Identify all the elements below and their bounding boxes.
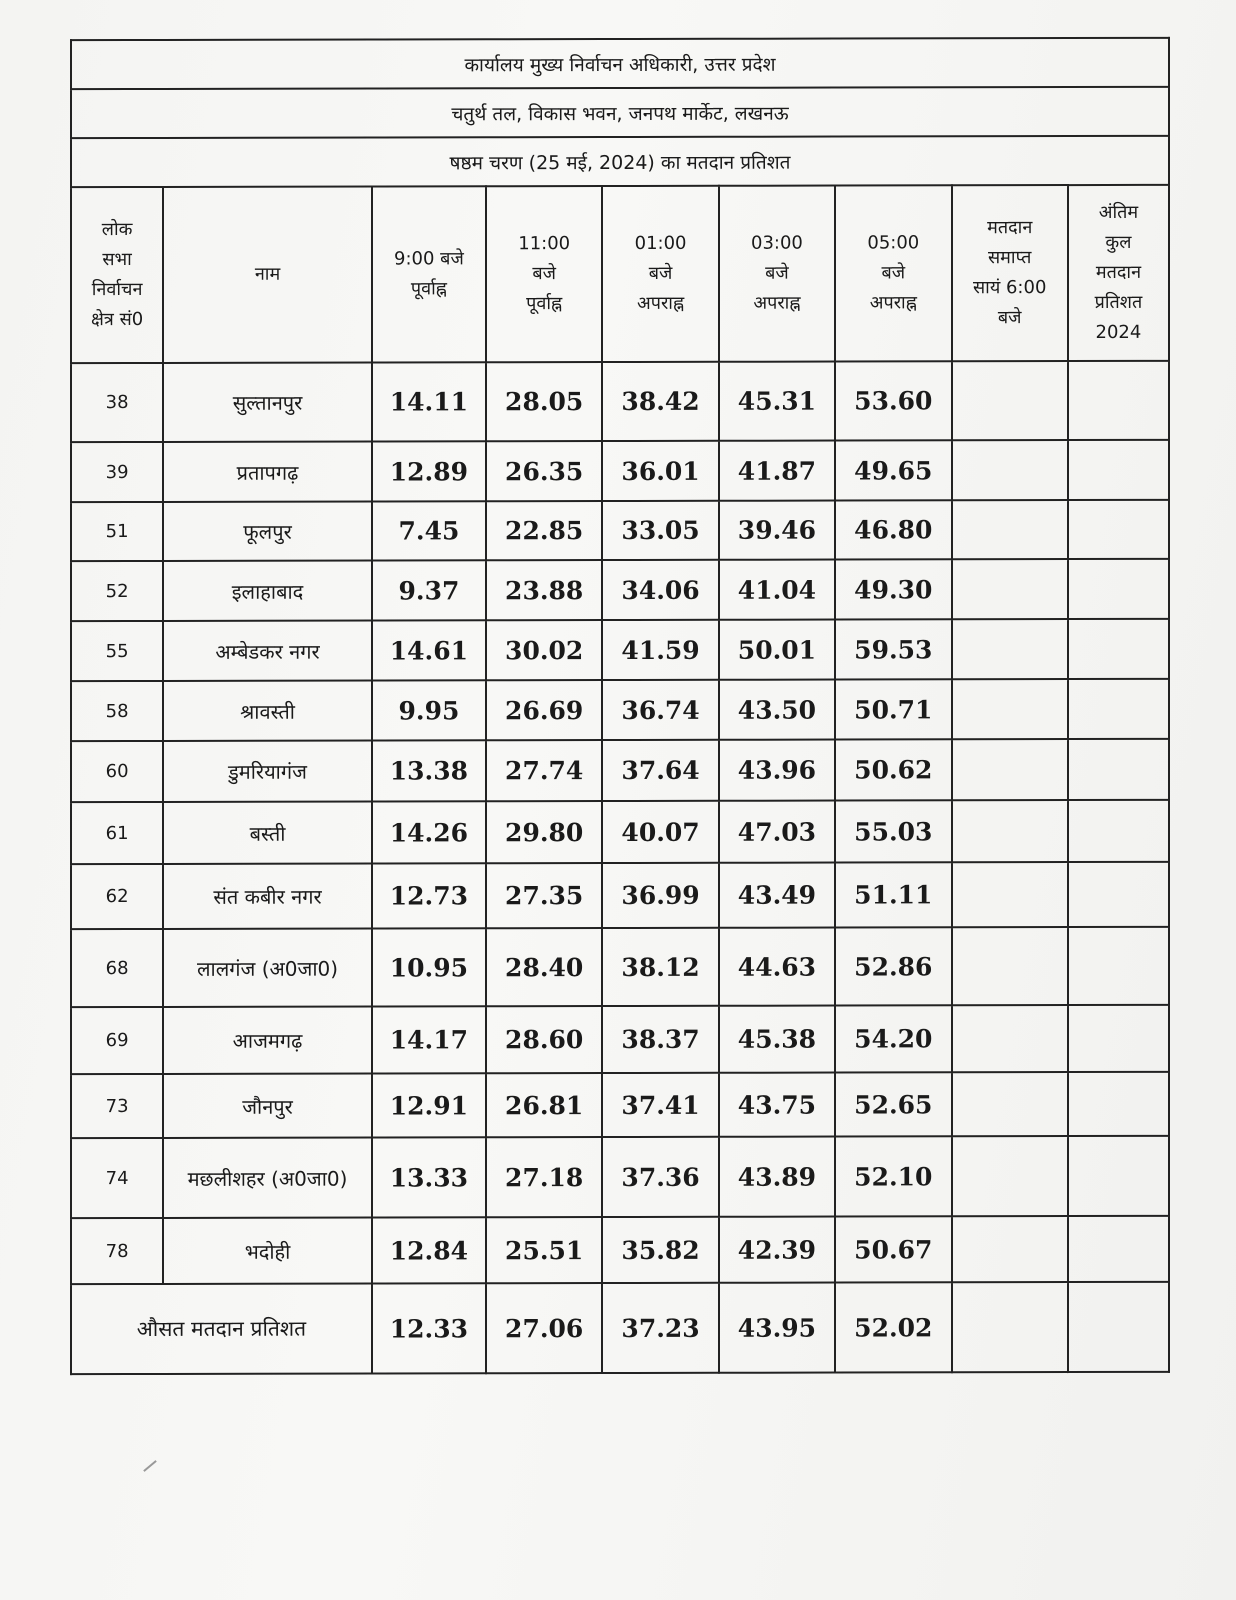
table-row <box>71 862 1169 929</box>
poll-close-value <box>952 619 1068 679</box>
header-0500-line: बजे <box>881 262 906 284</box>
turnout-value: 12.89 <box>372 441 486 501</box>
header-0900-line: पूर्वाह्न <box>410 278 447 300</box>
final-turnout-value <box>1068 500 1169 559</box>
turnout-value: 27.18 <box>486 1137 602 1217</box>
final-turnout-value <box>1068 559 1169 619</box>
final-turnout-value <box>1068 800 1169 862</box>
turnout-value: 27.35 <box>486 863 602 928</box>
table-row <box>71 927 1169 1007</box>
table-row <box>71 440 1169 502</box>
average-row <box>71 1282 1169 1374</box>
poll-close-value <box>952 927 1068 1005</box>
header-constituency-no <box>71 187 163 363</box>
table-row <box>71 679 1169 741</box>
header-constituency-no-line: सभा <box>102 249 132 271</box>
office-heading: कार्यालय मुख्य निर्वाचन अधिकारी, उत्तर प्रदेश <box>71 38 1169 89</box>
constituency-name: बस्ती <box>163 802 372 864</box>
poll-close-value <box>952 739 1068 800</box>
turnout-value: 26.81 <box>486 1073 602 1137</box>
turnout-value: 10.95 <box>372 928 486 1006</box>
poll-close-value <box>952 1136 1068 1216</box>
header-final-turnout-line: मतदान <box>1095 261 1142 284</box>
header-name <box>163 187 372 363</box>
constituency-no: 74 <box>71 1138 163 1218</box>
header-constituency-no-line: लोक <box>101 219 133 241</box>
constituency-name: मछलीशहर (अ0जा0) <box>163 1138 372 1218</box>
header-constituency-no-line: निर्वाचन <box>91 279 143 301</box>
turnout-value: 45.31 <box>719 362 835 441</box>
turnout-value: 23.88 <box>486 560 602 620</box>
constituency-name: आजमगढ़ <box>163 1007 372 1074</box>
turnout-value: 41.04 <box>719 560 835 620</box>
table-row <box>71 1072 1169 1138</box>
turnout-value: 52.10 <box>835 1136 951 1216</box>
header-0300-line: अपराह्न <box>753 292 801 314</box>
header-poll-close-line: बजे <box>997 307 1022 329</box>
final-turnout-value <box>1068 1216 1169 1282</box>
pen-mark <box>143 1460 157 1472</box>
constituency-name: लालगंज (अ0जा0) <box>163 929 372 1007</box>
turnout-value: 44.63 <box>719 928 835 1006</box>
poll-close-value <box>952 500 1068 559</box>
turnout-value: 37.64 <box>602 740 718 801</box>
turnout-value: 43.96 <box>719 740 835 801</box>
turnout-value: 46.80 <box>835 500 951 559</box>
header-0100 <box>602 186 718 362</box>
header-0100-line: अपराह्न <box>636 292 685 314</box>
turnout-value: 14.11 <box>372 362 486 441</box>
turnout-value: 29.80 <box>486 801 602 863</box>
header-1100-line: पूर्वाह्न <box>526 293 563 315</box>
poll-close-value <box>952 1005 1068 1072</box>
turnout-value: 40.07 <box>602 801 718 863</box>
final-turnout-value <box>1068 1136 1169 1216</box>
table-row <box>71 1136 1169 1218</box>
constituency-name: जौनपुर <box>163 1074 372 1138</box>
header-0100-line: बजे <box>648 262 673 284</box>
table-row <box>71 739 1169 802</box>
constituency-no: 51 <box>71 502 163 561</box>
header-0100-line: 01:00 <box>634 232 687 254</box>
final-turnout-value <box>1068 862 1169 927</box>
turnout-value: 26.69 <box>486 680 602 740</box>
final-turnout-value <box>1068 1072 1169 1136</box>
turnout-value: 26.35 <box>486 441 602 501</box>
header-0500 <box>835 185 951 361</box>
header-0300 <box>719 186 835 362</box>
turnout-value: 12.73 <box>372 863 486 928</box>
average-value: 43.95 <box>719 1283 835 1373</box>
header-0500-line: 05:00 <box>867 232 920 254</box>
average-poll-close <box>952 1282 1068 1372</box>
poll-close-value <box>952 800 1068 862</box>
turnout-value: 52.86 <box>835 927 951 1005</box>
constituency-name: अम्बेडकर नगर <box>163 621 372 681</box>
header-1100-line: 11:00 <box>518 233 571 255</box>
turnout-value: 34.06 <box>602 560 718 620</box>
table-row <box>71 1005 1169 1074</box>
turnout-value: 50.01 <box>719 620 835 680</box>
turnout-value: 36.74 <box>602 680 718 740</box>
constituency-name: श्रावस्ती <box>163 681 372 741</box>
constituency-name: इलाहाबाद <box>163 561 372 621</box>
table-title: षष्ठम चरण (25 मई, 2024) का मतदान प्रतिशत <box>71 136 1169 187</box>
final-turnout-value <box>1068 1005 1169 1072</box>
constituency-no: 39 <box>71 442 163 502</box>
turnout-value: 49.65 <box>835 440 951 500</box>
constituency-no: 69 <box>71 1007 163 1074</box>
turnout-value: 7.45 <box>372 501 486 560</box>
table-row <box>71 361 1169 442</box>
turnout-value: 47.03 <box>719 801 835 863</box>
poll-close-value <box>952 862 1068 927</box>
turnout-value: 41.87 <box>719 441 835 501</box>
table-row <box>71 800 1169 864</box>
poll-close-value <box>952 440 1068 500</box>
constituency-name: संत कबीर नगर <box>163 864 372 929</box>
header-0500-line: अपराह्न <box>869 292 917 314</box>
poll-close-value <box>952 1216 1068 1282</box>
header-1100-line: बजे <box>532 263 557 285</box>
turnout-value: 13.33 <box>372 1137 486 1217</box>
constituency-name: फूलपुर <box>163 502 372 561</box>
turnout-value: 25.51 <box>486 1217 602 1283</box>
header-poll-close-line: समाप्त <box>988 247 1032 269</box>
header-name-line: नाम <box>254 263 281 285</box>
constituency-name: सुल्तानपुर <box>163 363 372 442</box>
turnout-value: 13.38 <box>372 740 486 801</box>
constituency-name: प्रतापगढ़ <box>163 442 372 502</box>
turnout-value: 9.95 <box>372 680 486 740</box>
turnout-value: 9.37 <box>372 560 486 620</box>
final-turnout-value <box>1068 739 1169 800</box>
table-row <box>71 1216 1169 1284</box>
turnout-value: 42.39 <box>719 1217 835 1283</box>
turnout-value: 43.50 <box>719 680 835 740</box>
turnout-value: 36.99 <box>602 863 718 928</box>
header-0300-line: 03:00 <box>751 232 803 254</box>
final-turnout-value <box>1068 619 1169 679</box>
turnout-value: 33.05 <box>602 501 718 560</box>
turnout-value: 38.12 <box>602 928 718 1006</box>
turnout-value: 54.20 <box>835 1005 951 1072</box>
average-label: औसत मतदान प्रतिशत <box>71 1284 372 1375</box>
turnout-value: 35.82 <box>602 1217 718 1283</box>
turnout-value: 43.49 <box>719 863 835 928</box>
final-turnout-value <box>1068 679 1169 739</box>
header-final-turnout <box>1068 185 1169 361</box>
average-value: 52.02 <box>835 1282 951 1372</box>
constituency-no: 73 <box>71 1074 163 1138</box>
constituency-no: 78 <box>71 1218 163 1284</box>
turnout-value: 30.02 <box>486 620 602 680</box>
turnout-value: 43.75 <box>719 1073 835 1137</box>
average-final-turnout <box>1068 1282 1169 1372</box>
constituency-name: भदोही <box>163 1218 372 1284</box>
turnout-value: 43.89 <box>719 1137 835 1217</box>
turnout-value: 50.62 <box>835 739 951 800</box>
table-row <box>71 500 1169 561</box>
turnout-value: 50.71 <box>835 679 951 739</box>
header-final-turnout-line: 2024 <box>1095 321 1142 344</box>
header-poll-close <box>952 185 1068 361</box>
header-1100 <box>486 186 602 362</box>
turnout-value: 14.17 <box>372 1006 486 1073</box>
average-value: 37.23 <box>602 1283 718 1373</box>
constituency-no: 68 <box>71 929 163 1007</box>
turnout-value: 27.74 <box>486 740 602 801</box>
turnout-value: 39.46 <box>719 501 835 560</box>
turnout-value: 38.37 <box>602 1006 718 1073</box>
turnout-value: 14.26 <box>372 801 486 863</box>
turnout-value: 59.53 <box>835 619 951 679</box>
turnout-value: 53.60 <box>835 361 951 440</box>
poll-close-value <box>952 679 1068 739</box>
turnout-value: 37.36 <box>602 1137 718 1217</box>
header-poll-close-line: सायं 6:00 <box>972 277 1047 299</box>
header-constituency-no-line: क्षेत्र सं0 <box>91 308 144 331</box>
constituency-no: 55 <box>71 621 163 681</box>
table-row <box>71 559 1169 621</box>
header-0300-line: बजे <box>765 262 789 284</box>
voter-turnout-table <box>70 37 1170 1375</box>
header-final-turnout-line: अंतिम <box>1098 201 1139 223</box>
constituency-name: डुमरियागंज <box>163 741 372 802</box>
turnout-value: 12.84 <box>372 1217 486 1283</box>
final-turnout-value <box>1068 927 1169 1005</box>
header-0900 <box>372 186 486 362</box>
average-value: 27.06 <box>486 1283 602 1373</box>
turnout-value: 22.85 <box>486 501 602 560</box>
turnout-value: 12.91 <box>372 1073 486 1137</box>
constituency-no: 61 <box>71 802 163 864</box>
header-0900-line: 9:00 बजे <box>394 248 464 270</box>
final-turnout-value <box>1068 361 1169 440</box>
header-final-turnout-line: प्रतिशत <box>1094 291 1143 314</box>
turnout-value: 45.38 <box>719 1006 835 1073</box>
turnout-value: 49.30 <box>835 559 951 619</box>
turnout-value: 28.60 <box>486 1006 602 1073</box>
turnout-value: 14.61 <box>372 620 486 680</box>
turnout-value: 52.65 <box>835 1072 951 1136</box>
final-turnout-value <box>1068 440 1169 500</box>
constituency-no: 38 <box>71 363 163 442</box>
turnout-value: 55.03 <box>835 800 951 862</box>
poll-close-value <box>952 361 1068 440</box>
table-row <box>71 619 1169 681</box>
average-value: 12.33 <box>372 1283 486 1373</box>
poll-close-value <box>952 1072 1068 1136</box>
constituency-no: 52 <box>71 561 163 621</box>
turnout-value: 50.67 <box>835 1216 951 1282</box>
turnout-value: 51.11 <box>835 862 951 927</box>
address-heading: चतुर्थ तल, विकास भवन, जनपथ मार्केट, लखनऊ <box>71 87 1169 138</box>
turnout-value: 37.41 <box>602 1073 718 1137</box>
header-final-turnout-line: कुल <box>1105 231 1132 253</box>
constituency-no: 60 <box>71 741 163 802</box>
constituency-no: 62 <box>71 864 163 929</box>
turnout-value: 38.42 <box>602 362 718 441</box>
turnout-value: 41.59 <box>602 620 718 680</box>
constituency-no: 58 <box>71 681 163 741</box>
poll-close-value <box>952 559 1068 619</box>
turnout-value: 28.40 <box>486 928 602 1006</box>
turnout-value: 36.01 <box>602 441 718 501</box>
header-poll-close-line: मतदान <box>987 217 1033 239</box>
turnout-value: 28.05 <box>486 362 602 441</box>
